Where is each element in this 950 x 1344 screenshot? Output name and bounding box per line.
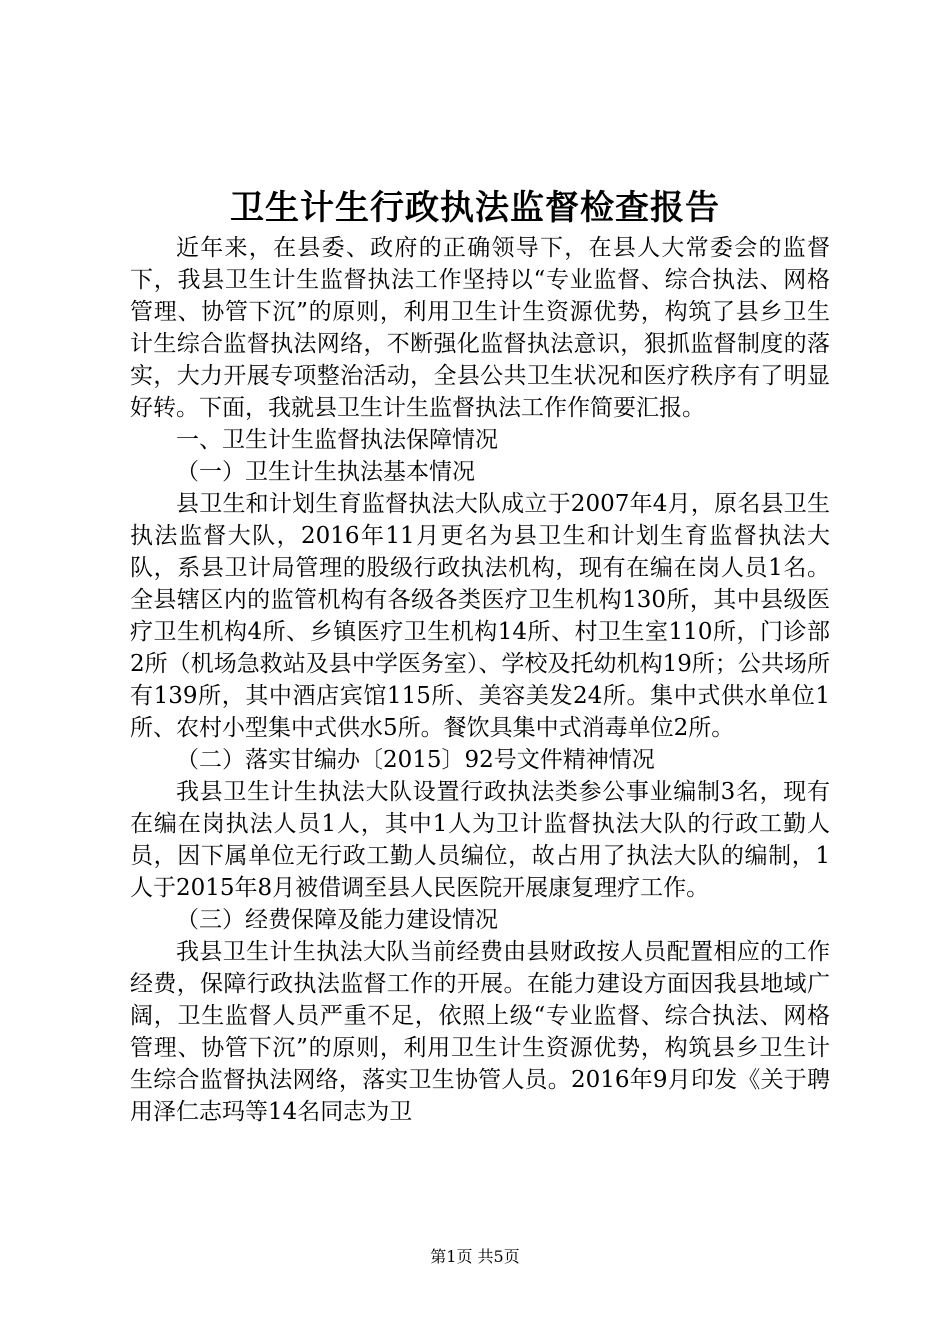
page-footer: 第1页 共5页 bbox=[430, 1247, 520, 1266]
document-body bbox=[130, 232, 830, 1128]
section-heading-1: 一、卫生计生监督执法保障情况 bbox=[176, 427, 498, 453]
subsection-heading-2: （二）落实甘编办〔2015〕92号文件精神情况 bbox=[176, 747, 655, 773]
subsection-heading-1: （一）卫生计生执法基本情况 bbox=[176, 459, 475, 485]
subsection-heading-3: （三）经费保障及能力建设情况 bbox=[176, 907, 498, 933]
document-title: 卫生计生行政执法监督检查报告 bbox=[230, 188, 720, 228]
paragraph-staffing: 我县卫生计生执法大队设置行政执法类参公事业编制3名，现有在编在岗执法人员1人，其中1人为卫计监督执法大队的行政工勤人员，因下属单位无行政工勤人员编位，故占用了执法大队的编制，1人于2015年8月被借调至县人民医院开展康复理疗工作。 bbox=[130, 779, 830, 901]
paragraph-basic-info: 县卫生和计划生育监督执法大队成立于2007年4月，原名县卫生执法监督大队，2016年11月更名为县卫生和计划生育监督执法大队，系县卫计局管理的股级行政执法机构，现有在编在岗人员1名。全县辖区内的监管机构有各级各类医疗卫生机构130所，其中县级医疗卫生机构4所、乡镇医疗卫生机构14所、村卫生室110所，门诊部2所（机场急救站及县中学医务室）、学校及托幼机构19所；公共场所有139所，其中酒店宾馆115所、美容美发24所。集中式供水单位1所、农村小型集中式供水5所。餐饮具集中式消毒单位2所。 bbox=[130, 491, 830, 741]
paragraph-funding: 我县卫生计生执法大队当前经费由县财政按人员配置相应的工作经费，保障行政执法监督工作的开展。在能力建设方面因我县地域广阔，卫生监督人员严重不足，依照上级“专业监督、综合执法、网格管理、协管下沉”的原则，利用卫生计生资源优势，构筑县乡卫生计生综合监督执法网络，落实卫生协管人员。2016年9月印发《关于聘用泽仁志玛等14名同志为卫 bbox=[130, 939, 830, 1125]
paragraph-intro: 近年来，在县委、政府的正确领导下，在县人大常委会的监督下，我县卫生计生监督执法工作坚持以“专业监督、综合执法、网格管理、协管下沉”的原则，利用卫生计生资源优势，构筑了县乡卫生计生综合监督执法网络，不断强化监督执法意识，狠抓监督制度的落实，大力开展专项整治活动，全县公共卫生状况和医疗秩序有了明显好转。下面，我就县卫生计生监督执法工作作简要汇报。 bbox=[130, 235, 830, 421]
